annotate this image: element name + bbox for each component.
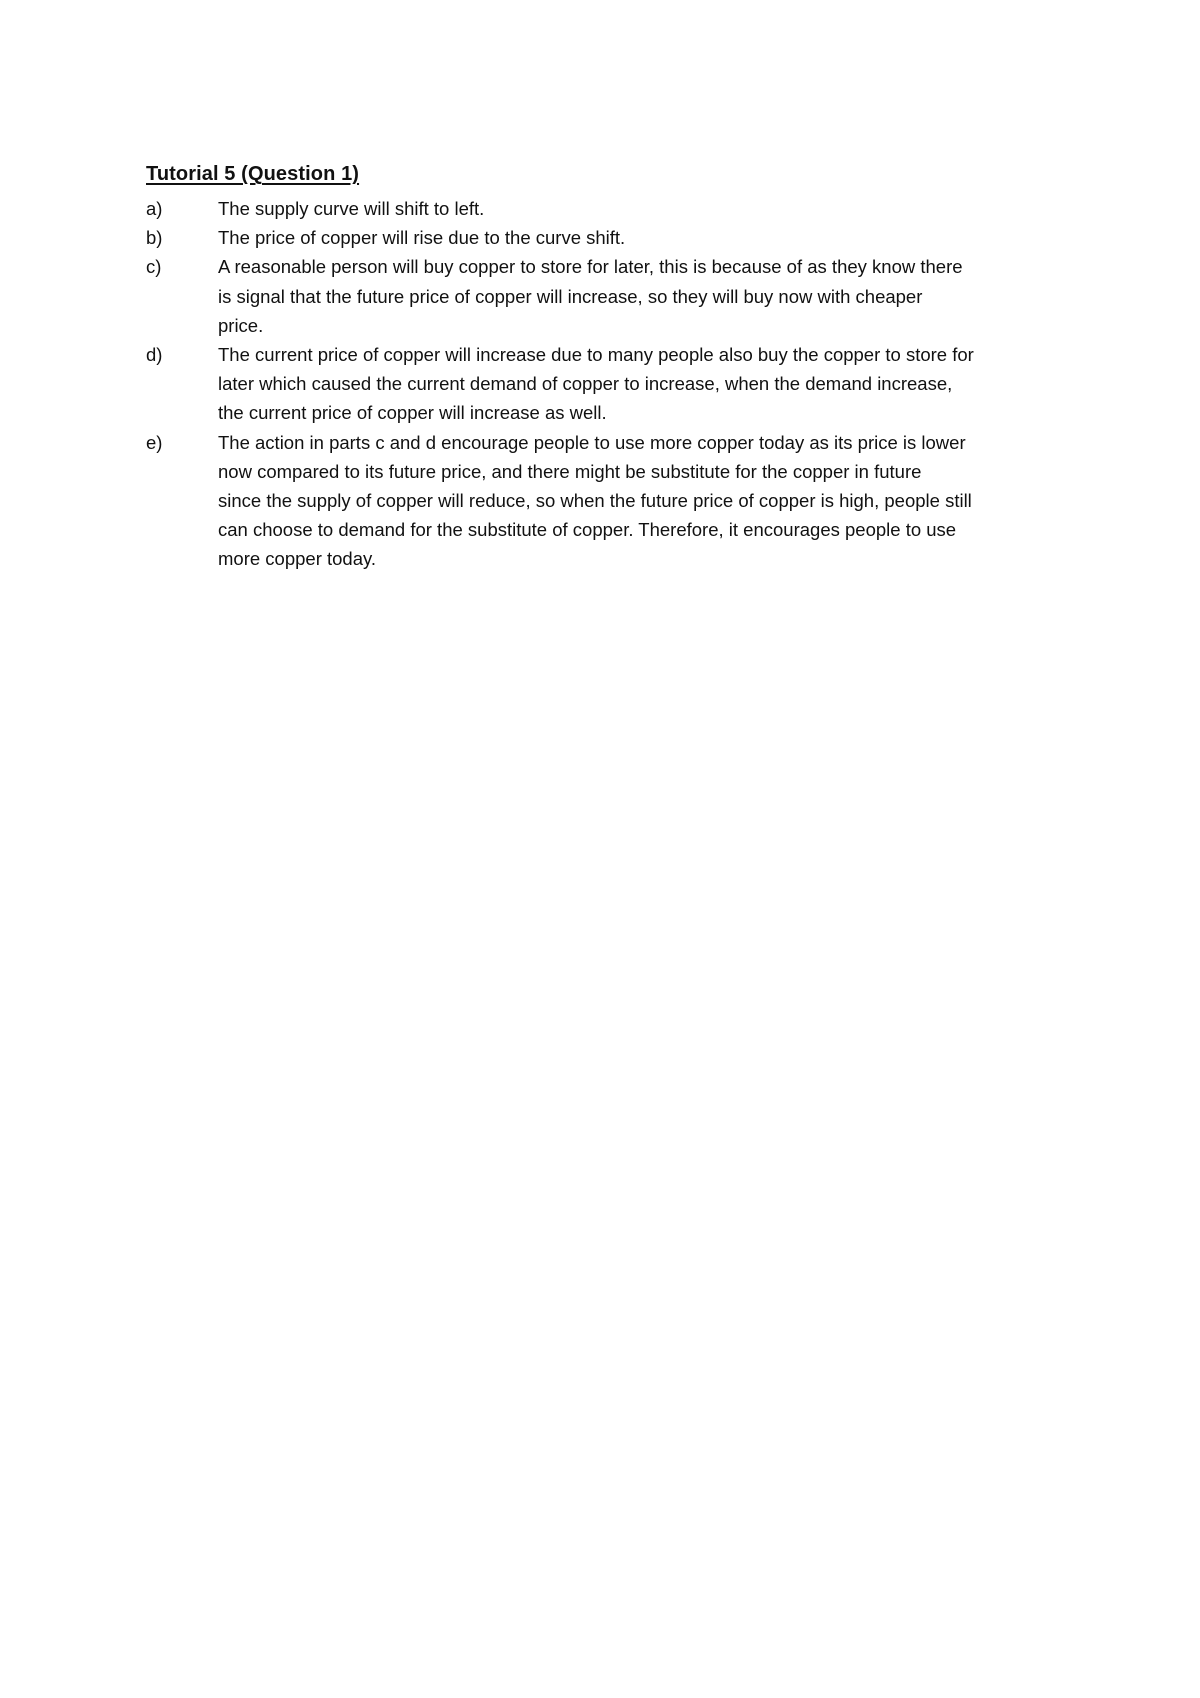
answer-list bbox=[146, 194, 1076, 574]
answer-item-c bbox=[146, 252, 1076, 340]
answer-line: The supply curve will shift to left. bbox=[218, 198, 485, 219]
answer-marker: a) bbox=[146, 198, 163, 219]
answer-text bbox=[218, 252, 1076, 340]
answer-line: is signal that the future price of copper will increase, so they will buy now with cheaper bbox=[218, 285, 923, 307]
answer-line: the current price of copper will increase as well. bbox=[218, 402, 607, 424]
answer-text bbox=[218, 223, 1076, 252]
answer-line: now compared to its future price, and there might be substitute for the copper in future bbox=[218, 460, 922, 482]
answer-line: The current price of copper will increase due to many people also buy the copper to store for bbox=[218, 344, 974, 366]
answer-item-d bbox=[146, 340, 1076, 428]
answer-line: The price of copper will rise due to the curve shift. bbox=[218, 227, 626, 249]
document-title: Tutorial 5 (Question 1) bbox=[146, 163, 360, 186]
answer-line: since the supply of copper will reduce, so when the future price of copper is high, people still bbox=[218, 490, 972, 512]
answer-marker: b) bbox=[146, 227, 163, 249]
answer-line: can choose to demand for the substitute of copper. Therefore, it encourages people to use bbox=[218, 519, 957, 541]
answer-item-a bbox=[146, 194, 1076, 223]
answer-item-e bbox=[146, 428, 1076, 574]
answer-text bbox=[218, 428, 1076, 574]
answer-line: price. bbox=[218, 314, 264, 336]
answer-text bbox=[218, 194, 1076, 223]
answer-marker: d) bbox=[146, 344, 163, 366]
answer-marker: e) bbox=[146, 431, 163, 453]
answer-text bbox=[218, 340, 1076, 428]
answer-line: later which caused the current demand of copper to increase, when the demand increase, bbox=[218, 373, 953, 395]
answer-line: The action in parts c and d encourage people to use more copper today as its price is lower bbox=[218, 431, 966, 453]
answer-marker: c) bbox=[146, 256, 162, 278]
answer-item-b bbox=[146, 223, 1076, 252]
answer-line: A reasonable person will buy copper to store for later, this is because of as they know there bbox=[218, 256, 963, 278]
answer-line: more copper today. bbox=[218, 548, 377, 570]
